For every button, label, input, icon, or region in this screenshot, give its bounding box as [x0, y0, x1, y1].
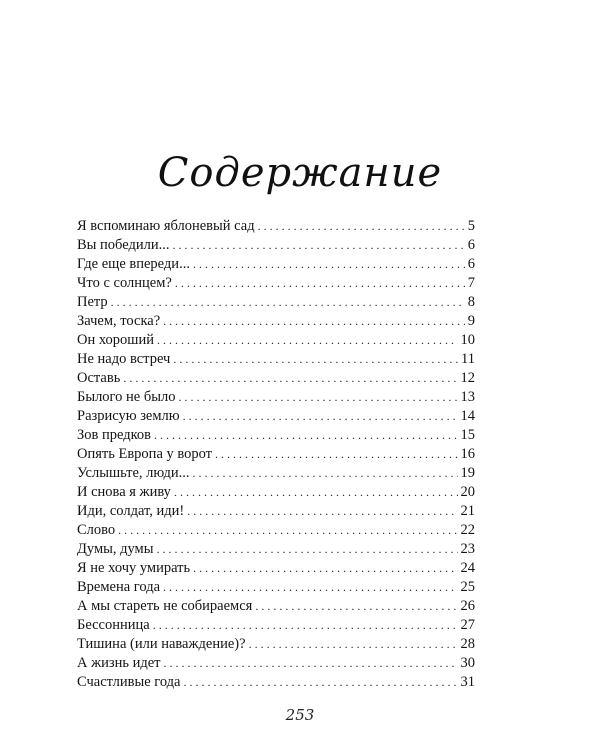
toc-entry — [77, 635, 475, 654]
page-number: 253 — [285, 706, 315, 724]
toc-entry — [77, 255, 475, 274]
toc-entry-page-number: 25 — [460, 579, 475, 595]
toc-entry-page-number: 30 — [460, 655, 475, 671]
toc-entry — [77, 654, 475, 673]
toc-entry — [77, 464, 475, 483]
toc-entry-title: Зачем, тоска? — [77, 313, 161, 329]
toc-entry — [77, 673, 475, 692]
toc-entry-title: Я не хочу умирать — [77, 560, 191, 576]
dot-leader — [175, 274, 465, 293]
toc-entry-page-number: 7 — [467, 275, 475, 291]
toc-entry-title: Слово — [77, 522, 116, 538]
toc-entry-page-number: 11 — [461, 351, 475, 367]
toc-entry-title: Где еще впереди... — [77, 256, 190, 272]
toc-entry-title: Не надо встреч — [77, 351, 171, 367]
toc-entry-page-number: 24 — [460, 560, 475, 576]
dot-leader — [178, 388, 457, 407]
dot-leader — [193, 464, 458, 483]
toc-entry — [77, 369, 475, 388]
toc-entry-title: И снова я живу — [77, 484, 171, 500]
toc-entry-title: Я вспоминаю яблоневый сад — [77, 218, 255, 234]
toc-entry-page-number: 19 — [460, 465, 475, 481]
toc-entry-title: Вы победили... — [77, 237, 170, 253]
dot-leader — [163, 578, 457, 597]
toc-title: Содержание — [157, 150, 443, 196]
toc-entry-title: Тишина (или наваждение)? — [77, 636, 246, 652]
toc-entry — [77, 502, 475, 521]
toc-entry-title: Бессонница — [77, 617, 150, 633]
toc-entry — [77, 616, 475, 635]
toc-entry — [77, 217, 475, 236]
toc-entry-page-number: 6 — [467, 256, 475, 272]
toc-entry-title: Былого не было — [77, 389, 176, 405]
dot-leader — [118, 521, 457, 540]
toc-entry-page-number: 10 — [460, 332, 475, 348]
toc-entry-page-number: 5 — [467, 218, 475, 234]
toc-entry-title: Услышьте, люди... — [77, 465, 190, 481]
dot-leader — [123, 369, 457, 388]
toc-entry — [77, 426, 475, 445]
dot-leader — [193, 559, 457, 578]
toc-entry-title: Думы, думы — [77, 541, 154, 557]
dot-leader — [173, 350, 458, 369]
dot-leader — [164, 654, 458, 673]
toc-entry — [77, 578, 475, 597]
toc-list — [77, 217, 475, 692]
toc-entry-page-number: 16 — [460, 446, 475, 462]
dot-leader — [249, 635, 458, 654]
dot-leader — [187, 502, 457, 521]
toc-entry-title: Что с солнцем? — [77, 275, 172, 291]
toc-entry-page-number: 13 — [460, 389, 475, 405]
dot-leader — [183, 407, 458, 426]
toc-entry-title: Петр — [77, 294, 108, 310]
toc-entry-page-number: 6 — [467, 237, 475, 253]
toc-entry-title: Опять Европа у ворот — [77, 446, 213, 462]
toc-entry — [77, 559, 475, 578]
dot-leader — [258, 217, 465, 236]
dot-leader — [255, 597, 457, 616]
toc-entry-page-number: 22 — [460, 522, 475, 538]
dot-leader — [193, 255, 465, 274]
toc-entry — [77, 331, 475, 350]
toc-entry — [77, 293, 475, 312]
toc-entry — [77, 521, 475, 540]
toc-entry-page-number: 23 — [460, 541, 475, 557]
toc-entry-title: А мы стареть не собираемся — [77, 598, 253, 614]
toc-entry — [77, 312, 475, 331]
toc-entry-title: Оставь — [77, 370, 121, 386]
toc-entry-title: Он хороший — [77, 332, 154, 348]
toc-entry — [77, 445, 475, 464]
toc-entry-title: Зов предков — [77, 427, 152, 443]
toc-entry-title: Счастливые года — [77, 674, 181, 690]
toc-entry — [77, 274, 475, 293]
toc-entry — [77, 236, 475, 255]
dot-leader — [153, 616, 458, 635]
toc-entry-title: Разрисую землю — [77, 408, 180, 424]
dot-leader — [215, 445, 457, 464]
dot-leader — [111, 293, 465, 312]
toc-entry-page-number: 27 — [460, 617, 475, 633]
toc-entry-page-number: 8 — [467, 294, 475, 310]
toc-entry-title: Времена года — [77, 579, 161, 595]
toc-entry-title: А жизнь идет — [77, 655, 161, 671]
dot-leader — [163, 312, 465, 331]
dot-leader — [174, 483, 458, 502]
toc-entry — [77, 388, 475, 407]
toc-entry-page-number: 15 — [460, 427, 475, 443]
toc-entry-page-number: 20 — [460, 484, 475, 500]
dot-leader — [184, 673, 458, 692]
toc-entry-page-number: 31 — [460, 674, 475, 690]
toc-entry-page-number: 28 — [460, 636, 475, 652]
toc-entry — [77, 483, 475, 502]
toc-entry — [77, 597, 475, 616]
dot-leader — [173, 236, 465, 255]
toc-entry-page-number: 26 — [460, 598, 475, 614]
toc-entry-page-number: 9 — [467, 313, 475, 329]
dot-leader — [156, 540, 457, 559]
toc-entry — [77, 407, 475, 426]
toc-entry-title: Иди, солдат, иди! — [77, 503, 185, 519]
toc-entry-page-number: 12 — [460, 370, 475, 386]
toc-entry-page-number: 14 — [460, 408, 475, 424]
toc-entry — [77, 350, 475, 369]
toc-entry — [77, 540, 475, 559]
dot-leader — [157, 331, 458, 350]
toc-entry-page-number: 21 — [460, 503, 475, 519]
dot-leader — [154, 426, 457, 445]
